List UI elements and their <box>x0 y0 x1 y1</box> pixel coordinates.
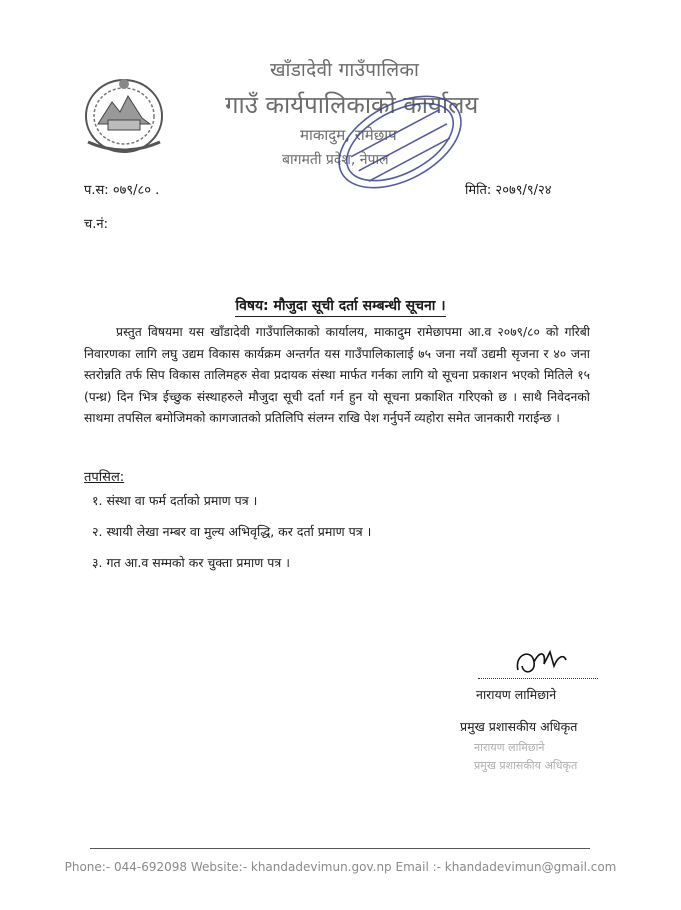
notice-subject-text: विषय: मौजुदा सूची दर्ता सम्बन्धी सूचना । <box>235 298 445 317</box>
tapsil-heading: तपसिल: <box>84 470 125 485</box>
municipality-name: खाँडादेवी गाउँपालिका <box>270 59 420 81</box>
office-name: गाउँ कार्यपालिकाको कार्यालय <box>225 91 479 119</box>
nepal-emblem-icon <box>78 72 170 158</box>
body-paragraph: प्रस्तुत विषयमा यस खाँडादेवी गाउँपालिकाको कार्यालय, माकादुम रामेछापमा आ.व २०७९/८० को गरिबी निवारणका लागि लघु उद्यम विकास कार्यक्रम अन्तर्गत यस गाउँपालिकालाई ७५ जना नयाँ उद्यमी सृजना र ४० जना स्तरोन्नति तर्फ सिप विकास तालिमहरु सेवा प्रदायक संस्था मार्फत गर्नका लागि यो सूचना प्रकाशन भएको मितिले १५ (पन्ध्र) दिन भित्र ईच्छुक संस्थाहरुले मौजुदा सूची दर्ता गर्न हुन यो सूचना प्रकाशित गरिएको छ । साथै निवेदनको साथमा तपसिल बमोजिमको कागजातको प्रतिलिपि संलग्न राखि पेश गर्नुपर्ने व्यहोरा समेत जानकारी गराईन्छ । <box>84 325 590 425</box>
list-item: १. संस्था वा फर्म दर्ताको प्रमाण पत्र । <box>92 493 258 508</box>
notice-subject <box>0 296 681 315</box>
reference-number: प.स: ०७९/८० . <box>84 183 160 198</box>
footer-contact: Phone:- 044-692098 Website:- khandadevimun.gov.np Email :- khandadevimun@gmail.com <box>64 860 617 874</box>
dispatch-number: च.नं: <box>84 217 108 232</box>
office-stamp <box>320 82 480 202</box>
handwritten-signature <box>510 642 570 682</box>
issue-date: मिति: २०७९/९/२४ <box>465 183 552 198</box>
signatory-stamp-title: प्रमुख प्रशासकीय अधिकृत <box>474 759 578 772</box>
list-item: २. स्थायी लेखा नम्बर वा मुल्य अभिवृद्धि, कर दर्ता प्रमाण पत्र । <box>92 524 372 539</box>
list-item: ३. गत आ.व सम्मको कर चुक्ता प्रमाण पत्र । <box>92 555 290 570</box>
office-province: बागमती प्रदेश, नेपाल <box>282 152 389 168</box>
office-location: माकादुम, रामेछाप <box>300 126 397 144</box>
footer-divider <box>90 848 590 849</box>
notice-body <box>84 322 590 430</box>
signatory-name: नारायण लामिछाने <box>476 687 557 702</box>
signatory-title: प्रमुख प्रशासकीय अधिकृत <box>460 719 578 734</box>
signatory-stamp-name: नारायण लामिछाने <box>474 741 545 754</box>
signature-line <box>478 678 598 679</box>
